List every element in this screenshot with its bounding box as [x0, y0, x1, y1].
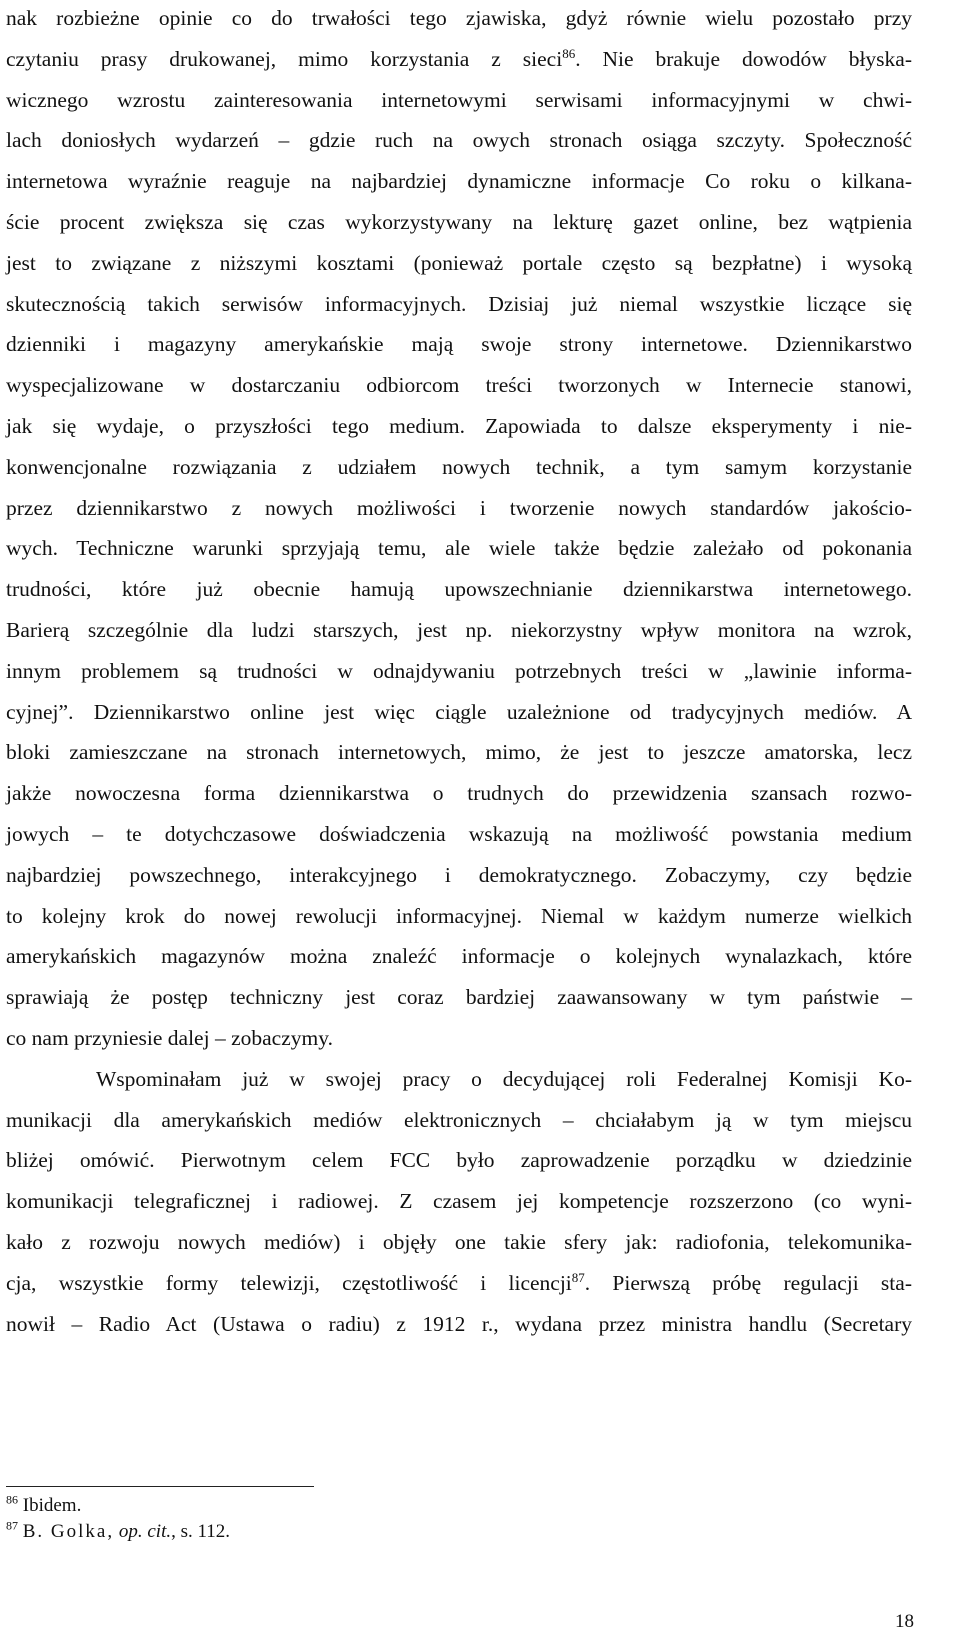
- text-line: trudności, które już obecnie hamują upowszechnianie dziennikarstwa internetowego.: [6, 577, 912, 602]
- footnote-author: B. Golka,: [22, 1521, 115, 1542]
- text-line: co nam przyniesie dalej – zobaczymy.: [6, 1026, 333, 1050]
- text-line: konwencjonalne rozwiązania z udziałem nowych technik, a tym samym korzystanie: [6, 454, 912, 479]
- text-line: Barierą szczególnie dla ludzi starszych, jest np. niekorzystny wpływ monitora na wzrok,: [6, 618, 912, 642]
- footnote-citation: op. cit.: [118, 1521, 172, 1542]
- text-line: czytaniu prasy drukowanej, mimo korzystania z sieci$^{86}$. Nie brakuje dowodów błyska-: [6, 45, 912, 71]
- text-line: internetowa wyraźnie reaguje na najbardziej dynamiczne informacje Co roku o kilkana-: [6, 169, 912, 194]
- text-line: wyspecjalizowane w dostarczaniu odbiorcom treści tworzonych w Internecie stanowi,: [6, 373, 912, 398]
- text-line: jest to związane z niższymi kosztami (ponieważ portale często są bezpłatne) i wysoką: [6, 250, 912, 275]
- text-line: lach doniosłych wydarzeń – gdzie ruch na owych stronach osiąga szczyty. Społeczność: [6, 128, 912, 153]
- footnote-number: 87: [6, 1518, 18, 1533]
- footnote-separator: [6, 1486, 314, 1487]
- text-line: innym problemem są trudności w odnajdywaniu potrzebnych treści w „lawinie informa-: [6, 658, 912, 683]
- text-line: bloki zamieszczane na stronach internetowych, mimo, że jest to jeszcze amatorska, lecz: [6, 740, 912, 765]
- text-line: jowych – te dotychczasowe doświadczenia wskazują na możliwość powstania medium: [6, 822, 912, 846]
- text-line: kało z rozwoju nowych mediów) i objęły one takie sfery jak: radiofonia, telekomunika-: [6, 1230, 912, 1254]
- text-line: to kolejny krok do nowej rewolucji informacyjnej. Niemal w każdym numerze wielkich: [6, 903, 912, 928]
- page-number: 18: [895, 1611, 914, 1632]
- text-line: amerykańskich magazynów można znaleźć informacje o kolejnych wynalazkach, które: [6, 944, 912, 969]
- text-line: jakże nowoczesna forma dziennikarstwa o trudnych do przewidzenia szansach rozwo-: [6, 781, 912, 806]
- text-line: wicznego wzrostu zainteresowania internetowymi serwisami informacyjnymi w chwi-: [6, 87, 912, 112]
- text-line: bliżej omówić. Pierwotnym celem FCC było zaprowadzenie porządku w dziedzinie: [6, 1148, 912, 1173]
- text-line: cyjnej”. Dziennikarstwo online jest więc ciągle uzależnione od tradycyjnych mediów. A: [6, 699, 912, 724]
- text-line: komunikacji telegraficznej i radiowej. Z czasem jej kompetencje rozszerzono (co wyni-: [6, 1189, 912, 1214]
- footnote-ref: 86: [562, 45, 576, 61]
- text-line: dzienniki i magazyny amerykańskie mają swoje strony internetowe. Dziennikarstwo: [6, 332, 912, 357]
- text-line: skutecznością takich serwisów informacyjnych. Dzisiaj już niemal wszystkie liczące się: [6, 291, 912, 316]
- text-line: munikacji dla amerykańskich mediów elektronicznych – chciałabym ją w tym miejscu: [6, 1107, 912, 1132]
- footnote-text: , s. 112.: [171, 1521, 231, 1542]
- text-line: nowił – Radio Act (Ustawa o radiu) z 1912 r., wydana przez ministra handlu (Secretary: [6, 1311, 912, 1336]
- text-line: przez dziennikarstwo z nowych możliwości i tworzenie nowych standardów jakościo-: [6, 495, 912, 520]
- text-line: jak się wydaje, o przyszłości tego medium. Zapowiada to dalsze eksperymenty i nie-: [6, 414, 912, 438]
- text-line: cja, wszystkie formy telewizji, częstotliwość i licencji$^{87}$. Pierwszą próbę regulacji sta-: [6, 1269, 912, 1295]
- footnote-ref: 87: [571, 1269, 585, 1285]
- footnote-text: Ibidem.: [22, 1495, 82, 1516]
- text-line: nak rozbieżne opinie co do trwałości tego zjawiska, gdyż równie wielu pozostało przy: [6, 6, 912, 30]
- text-line: sprawiają że postęp techniczny jest coraz bardziej zaawansowany w tym państwie –: [6, 985, 912, 1010]
- text-line: Wspominałam już w swojej pracy o decydującej roli Federalnej Komisji Ko-: [96, 1066, 912, 1091]
- text-line: ście procent zwiększa się czas wykorzystywany na lekturę gazet online, bez wątpienia: [6, 210, 912, 234]
- text-line: wych. Techniczne warunki sprzyjają temu, ale wiele także będzie zależało od pokonania: [6, 536, 912, 561]
- text-line: najbardziej powszechnego, interakcyjnego i demokratycznego. Zobaczymy, czy będzie: [6, 862, 912, 887]
- footnote-87: [6, 1520, 230, 1544]
- footnote-number: 86: [6, 1492, 18, 1507]
- footnote-86: [6, 1494, 81, 1518]
